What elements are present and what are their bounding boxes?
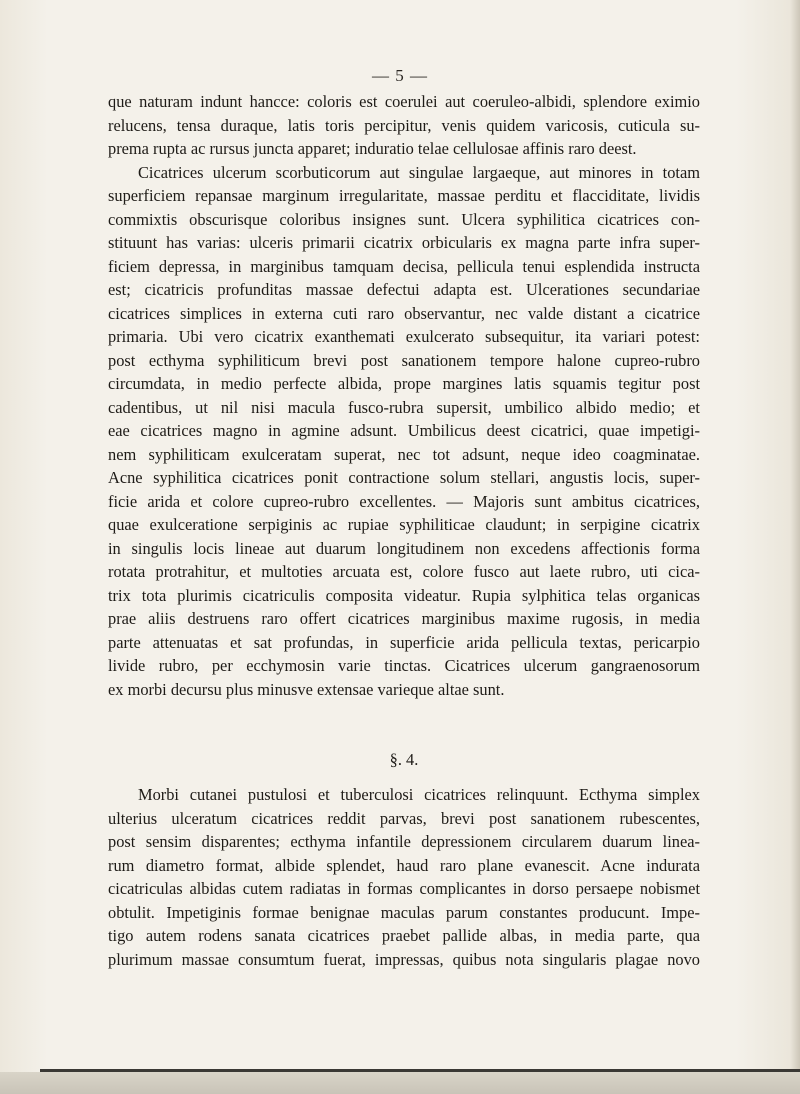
paragraph-1 — [108, 90, 700, 161]
text-line: in singulis locis lineae aut duarum longitudinem non excedens affectionis forma — [108, 538, 700, 558]
text-line: ficie arida et colore cupreo-rubro excellentes. — Majoris sunt ambitus cicatrices, — [108, 491, 700, 511]
text-line: circumdata, in medio perfecte albida, prope margines latis squamis tegitur post — [108, 374, 700, 393]
text-line: superficiem repansae marginum irregularitate, massae perditu et flacciditate, lividis — [108, 186, 700, 205]
text-line: parte attenuatas et sat profundas, in superficie arida pellicula textas, pericarpio — [108, 632, 700, 652]
text-line: eae cicatrices magno in agmine adsunt. Umbilicus deest cicatrici, quae impetigi- — [108, 421, 700, 440]
text-line: cicatrices simplices in externa cuti raro observantur, nec valde distant a cicatrice — [108, 303, 700, 323]
text-line: Acne syphilitica cicatrices ponit contractione solum stellari, angustis locis, super- — [108, 468, 700, 487]
section-gap — [108, 701, 700, 745]
paragraph-3 — [108, 783, 700, 971]
page-number: — 5 — — [372, 66, 428, 85]
text-line: post ecthyma syphiliticum brevi post sanationem tempore halone cupreo-rubro — [108, 350, 700, 370]
text-line: ex morbi decursu plus minusve extensae varieque altae sunt. — [108, 679, 505, 699]
text-line: obtulit. Impetiginis formae benignae maculas parum constantes producunt. Impe- — [108, 902, 700, 922]
scan-bottom-edge — [0, 1072, 800, 1094]
text-line: prae aliis destruens raro offert cicatrices marginibus maxime rugosis, in media — [108, 609, 700, 628]
text-line: ficiem depressa, in marginibus tamquam decisa, pellicula tenui esplendida instructa — [108, 256, 700, 276]
text-line: Cicatrices ulcerum scorbuticorum aut singulae largaeque, aut minores in totam — [138, 162, 700, 182]
page-edge-shadow — [790, 0, 800, 1094]
text-line: livide rubro, per ecchymosin varie tinctas. Cicatrices ulcerum gangraenosorum — [108, 656, 700, 675]
text-line: commixtis obscurisque coloribus insignes sunt. Ulcera syphilitica cicatrices con- — [108, 209, 700, 229]
text-line: nem syphiliticam exulceratam superat, nec tot adsunt, neque ideo coagminatae. — [108, 444, 700, 464]
text-line: rum diametro format, albide splendet, haud raro plane evanescit. Acne indurata — [108, 855, 700, 875]
text-line: primaria. Ubi vero cicatrix exanthemati exulcerato subsequitur, ita variari potest: — [108, 327, 700, 346]
text-line: rotata protrahitur, et multoties arcuata est, colore fusco aut laete rubro, uti cica- — [108, 562, 700, 581]
text-line: plurimum massae consumtum fuerat, impressas, quibus nota singularis plagae novo — [108, 949, 700, 969]
page-text — [108, 90, 700, 971]
text-line: relucens, tensa duraque, latis toris percipitur, venis quidem varicosis, cuticula su- — [108, 115, 700, 135]
text-line: cadentibus, ut nil nisi macula fusco-rubra supersit, umbilico albido medio; et — [108, 397, 700, 417]
text-line: post sensim disparentes; ecthyma infantile depressionem circularem duarum linea- — [108, 832, 700, 851]
text-line: prema rupta ac rursus juncta apparet; induratio telae cellulosae affinis raro deest. — [108, 139, 637, 158]
text-line: stituunt has varias: ulceris primarii cicatrix orbicularis ex magna parte infra super- — [108, 233, 700, 252]
paragraph-2 — [108, 161, 700, 702]
text-line: ulterius ulceratum cicatrices reddit parvas, brevi post sanationem rubescentes, — [108, 808, 700, 828]
text-line: est; cicatricis profunditas massae defectui adapta est. Ulcerationes secundariae — [108, 280, 700, 299]
text-line: trix tota plurimis cicatriculis composita videatur. Rupia sylphitica telas organicas — [108, 585, 700, 605]
text-line: quae exulceratione serpiginis ac rupiae syphiliticae claudunt; in serpigine cicatrix — [108, 515, 700, 534]
section-heading: §. 4. — [389, 750, 419, 769]
text-line: Morbi cutanei pustulosi et tuberculosi cicatrices relinquunt. Ecthyma simplex — [138, 785, 700, 804]
scan-bottom-rule — [40, 1069, 800, 1072]
text-line: tigo autem rodens sanata cicatrices praebet pallide albas, in media parte, qua — [108, 926, 700, 945]
text-line: que naturam indunt hancce: coloris est coerulei aut coeruleo-albidi, splendore eximio — [108, 92, 700, 111]
text-line: cicatriculas albidas cutem radiatas in formas complicantes in dorso persaepe nobismet — [108, 879, 700, 898]
